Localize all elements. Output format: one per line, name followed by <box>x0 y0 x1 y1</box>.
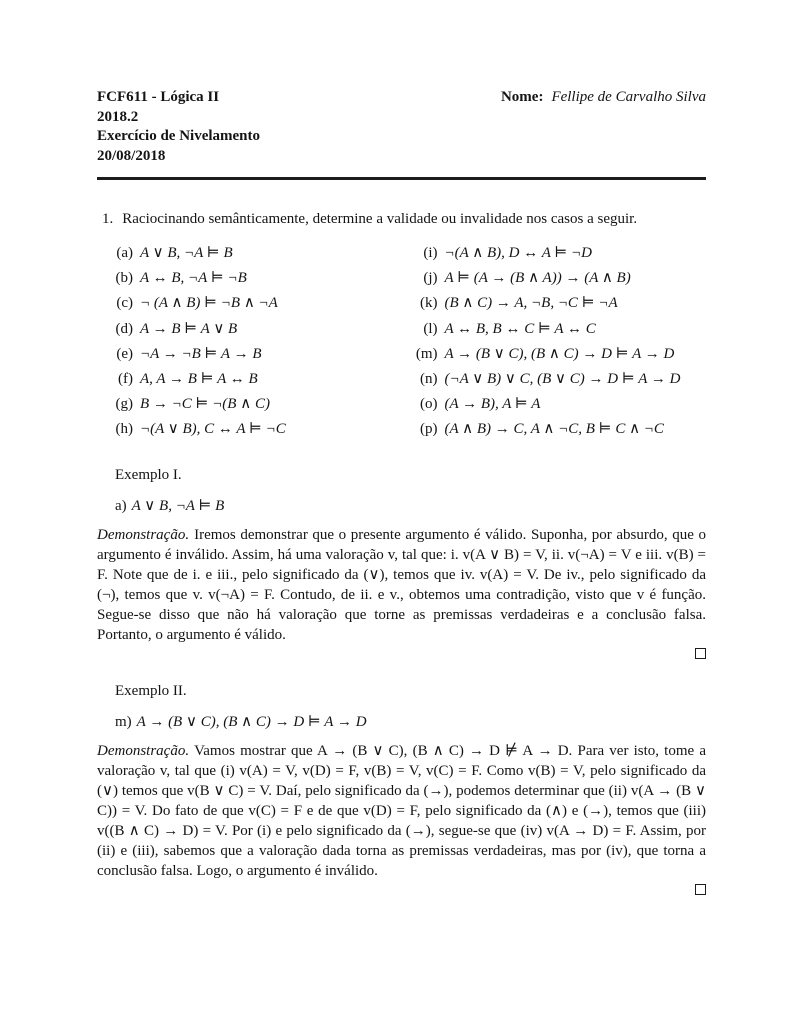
header-left-block <box>97 88 260 166</box>
list-item <box>402 344 707 369</box>
list-item <box>97 344 402 369</box>
example-1-section <box>97 465 706 661</box>
list-item <box>402 243 707 268</box>
question-text: Raciocinando semânticamente, determine a validade ou invalidade nos casos a seguir. <box>122 211 638 227</box>
item-formula: (A → B), A ⊨ A <box>444 396 541 413</box>
example-1-formula: A ∨ B, ¬A ⊨ B <box>131 497 225 514</box>
proof-2-text: Vamos mostrar que A → (B ∨ C), (B ∧ C) → D ⊭ A → D. Para ver isto, tome a valoração v, tal que (i) v(A) = V, v(D) = F, v(B) = V, v(C) = F. Como v(B) = V, pelo significado da (∨) temos que v(B ∨ C) = V. Daí, pelo significado da (→), podemos determinar que (ii) v(A → (B ∨ C)) = V. Do fato de que v(C) = F e de que v(D) = F, pelo significado da (∧) e (→), temos que (iii) v((B ∧ C) → D) = V. Por (i) e pelo significado da (→), segue-se que (iv) v(A → D) = F. Assim, por (ii) e (iii), sabemos que a valoração dada torna as premissas verdadeiras, mas por (iv), que torna a conclusão falsa. Logo, o argumento é inválido. <box>97 742 706 879</box>
list-item <box>402 394 707 419</box>
item-formula: A ⊨ (A → (B ∧ A)) → (A ∧ B) <box>444 270 631 287</box>
exercise-title: Exercício de Nivelamento <box>97 128 261 144</box>
document-header <box>97 88 706 166</box>
item-formula: (B ∧ C) → A, ¬B, ¬C ⊨ ¬A <box>444 295 618 312</box>
item-formula: A → B ⊨ A ∨ B <box>140 320 238 337</box>
item-formula: ¬A → ¬B ⊨ A → B <box>140 345 262 362</box>
example-2-item-label: m) <box>115 713 132 730</box>
item-label: (p) <box>420 421 438 438</box>
proof-1-text: Iremos demonstrar que o presente argumento é válido. Suponha, por absurdo, que o argumento é inválido. Assim, há uma valoração v, tal que: i. v(A ∨ B) = V, ii. v(¬A) = V e iii. v(B) = F. Note que de i. e iii., pelo significado da (∨), temos que iv. v(A) = V. De iv., pelo significado da (¬), temos que v. v(¬A) = F. Contudo, de ii. e v., obtemos uma contradição, visto que v é função. Segue-se disso que não há valoração que torne as premissas verdadeiras e a conclusão falsa. Portanto, o argumento é válido. <box>97 526 706 643</box>
list-item <box>402 369 707 394</box>
example-2-qed-row <box>97 884 706 897</box>
header-rule <box>97 177 706 180</box>
item-label: (f) <box>118 370 133 387</box>
item-formula: A, A → B ⊨ A ↔ B <box>140 370 258 387</box>
item-label: (a) <box>116 245 133 261</box>
item-formula: ¬(A ∨ B), C ↔ A ⊨ ¬C <box>140 421 286 438</box>
header-name-block <box>501 88 706 108</box>
course-title: FCF611 - Lógica II <box>97 89 220 105</box>
list-item <box>97 419 402 444</box>
item-label: (n) <box>420 370 438 387</box>
example-1-proof <box>97 525 706 645</box>
item-label: (j) <box>423 270 438 287</box>
list-item <box>97 268 402 293</box>
list-item <box>402 319 707 344</box>
list-item <box>402 268 707 293</box>
items-left-column <box>97 243 402 445</box>
item-label: (c) <box>116 295 133 312</box>
date: 20/08/2018 <box>97 147 166 164</box>
item-formula: ¬(A ∧ B), D ↔ A ⊨ ¬D <box>444 245 592 261</box>
example-2-heading: Exemplo II. <box>115 682 187 699</box>
item-label: (o) <box>420 396 438 413</box>
student-name: Fellipe de Carvalho Silva <box>551 89 706 105</box>
item-formula: A ∨ B, ¬A ⊨ B <box>140 245 233 261</box>
document-body <box>97 211 706 897</box>
example-2-section <box>97 681 706 897</box>
list-item <box>97 293 402 318</box>
item-label: (l) <box>423 320 438 337</box>
proof-2-label: Demonstração. <box>97 742 190 759</box>
question-number: 1. <box>102 211 114 227</box>
item-label: (d) <box>115 320 133 337</box>
example-1-item-label: a) <box>115 497 127 514</box>
item-formula: A ↔ B, ¬A ⊨ ¬B <box>140 270 247 287</box>
item-formula: ¬ (A ∧ B) ⊨ ¬B ∧ ¬A <box>140 295 278 312</box>
items-right-column <box>402 243 707 445</box>
list-item <box>97 243 402 268</box>
item-label: (h) <box>115 421 133 438</box>
item-label: (m) <box>415 345 438 362</box>
term: 2018.2 <box>97 108 139 125</box>
item-formula: (A ∧ B) → C, A ∧ ¬C, B ⊨ C ∧ ¬C <box>444 421 664 438</box>
item-label: (b) <box>115 270 133 287</box>
list-item <box>97 394 402 419</box>
item-formula: (¬A ∨ B) ∨ C, (B ∨ C) → D ⊨ A → D <box>444 370 681 387</box>
list-item <box>402 293 707 318</box>
item-formula: B → ¬C ⊨ ¬(B ∧ C) <box>140 396 270 413</box>
example-1-qed-row <box>97 648 706 661</box>
item-label: (e) <box>116 345 133 362</box>
name-label: Nome: <box>500 89 544 105</box>
example-1-heading: Exemplo I. <box>115 466 182 483</box>
list-item <box>97 369 402 394</box>
proof-1-label: Demonstração. <box>97 526 190 543</box>
example-2-item <box>97 712 706 732</box>
item-label: (g) <box>115 396 133 413</box>
example-2-proof <box>97 741 706 881</box>
exercise-items <box>97 243 706 445</box>
list-item <box>402 419 707 444</box>
list-item <box>97 319 402 344</box>
item-formula: A → (B ∨ C), (B ∧ C) → D ⊨ A → D <box>444 345 675 362</box>
qed-square-icon <box>695 648 706 659</box>
question-1 <box>97 211 706 228</box>
item-formula: A ↔ B, B ↔ C ⊨ A ↔ C <box>444 320 596 337</box>
example-1-item <box>97 496 706 516</box>
qed-square-icon <box>695 884 706 895</box>
example-2-formula: A → (B ∨ C), (B ∧ C) → D ⊨ A → D <box>136 713 367 730</box>
item-label: (k) <box>420 295 438 312</box>
item-label: (i) <box>423 245 438 261</box>
